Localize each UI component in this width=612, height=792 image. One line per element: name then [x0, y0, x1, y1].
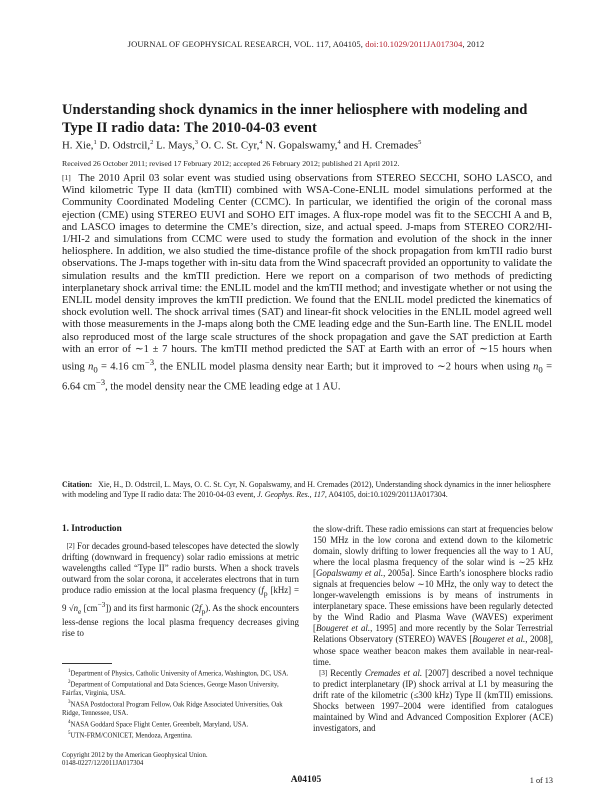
footnote-text: Department of Computational and Data Sciences, George Mason University, Fairfax, Virginia, USA. — [62, 681, 279, 697]
footnote-text: Department of Physics, Catholic University of America, Washington, DC, USA. — [70, 670, 289, 678]
body-paragraph — [313, 524, 553, 668]
right-column — [313, 524, 553, 734]
affiliation-mark: 5 — [418, 139, 422, 146]
journal-header — [0, 39, 612, 49]
footnotes — [62, 668, 299, 742]
math-subscript: 0 — [538, 364, 543, 375]
math-subscript: p — [201, 606, 206, 616]
footnote — [62, 730, 299, 740]
footnote — [62, 719, 299, 729]
author-name: L. Mays, — [156, 139, 195, 152]
math-symbol: f — [199, 603, 202, 614]
math-exponent: −3 — [97, 600, 106, 610]
reference-link[interactable]: Bougeret et al. — [315, 623, 371, 634]
author-name: N. Gopalswamy, — [265, 139, 338, 152]
body-text: [kHz] = 9 — [62, 585, 299, 614]
copyright — [62, 752, 299, 768]
citation-doi[interactable]: A04105, doi:10.1029/2011JA017304. — [328, 490, 448, 500]
abstract-value: = 4.16 cm — [97, 361, 145, 373]
math-exponent: −3 — [95, 376, 106, 387]
reference-link[interactable]: Cremades et al. — [364, 667, 423, 678]
article-code: A04105 — [290, 775, 322, 785]
page-number: 1 of 13 — [529, 776, 553, 785]
footnote-text: UTN-FRM/CONICET, Mendoza, Argentina. — [70, 732, 193, 740]
math-symbol: n — [73, 603, 79, 614]
author-name: D. Odstrcil, — [99, 139, 151, 152]
journal-name: JOURNAL OF GEOPHYSICAL RESEARCH, VOL. 117, A04105, — [127, 39, 363, 49]
journal-year: , 2012 — [462, 39, 485, 49]
affiliation-mark: 4 — [337, 139, 341, 146]
affiliation-mark: 4 — [259, 139, 263, 146]
citation-label: Citation: — [62, 480, 93, 489]
intro-paragraph — [62, 541, 299, 639]
section-heading: 1. Introduction — [62, 524, 122, 534]
paragraph-label: [2] — [66, 542, 75, 551]
citation-text: Xie, H., D. Odstrcil, L. Mays, O. C. St. Cyr, N. Gopalswamy, and H. Cremades (2012), Understanding shock dynamics in the inner heliosphere with modeling and Type II radio data: The 2010-04-03 event, — [62, 480, 551, 500]
body-text: ]) and its first harmonic (2 — [105, 603, 200, 614]
copyright-line: Copyright 2012 by the American Geophysical Union. — [62, 752, 208, 759]
footnote-mark: 1 — [68, 669, 71, 674]
body-text: ). As the shock encounters less-dense regions the local plasma frequency decreases giving rise to — [62, 603, 299, 638]
sqrt-symbol: √ — [68, 603, 74, 614]
footnote — [62, 679, 299, 698]
paragraph-label: [3] — [319, 668, 328, 677]
body-text: For decades ground-based telescopes have detected the slowly drifting (downward in frequency) solar radio emissions at metric wavelengths called “Type II” radio bursts. When a shock travels outward from the solar corona, it accelerates electrons that in turn produce radio emission at the local plasma frequency ( — [62, 541, 299, 596]
footnote-mark: 5 — [68, 731, 71, 737]
math-symbol: n — [533, 361, 539, 373]
author-name: and H. Cremades — [343, 139, 419, 152]
footnote-text: NASA Postdoctoral Program Fellow, Oak Ridge Associated Universities, Oak Ridge, Tennessee, USA. — [62, 701, 283, 717]
abstract-text: , the model density near the CME leading edge at 1 AU. — [105, 381, 341, 393]
reference-link[interactable]: Gopalswamy et al. — [315, 568, 384, 579]
math-exponent: −3 — [144, 357, 155, 368]
math-symbol: f — [261, 585, 264, 596]
author-name: O. C. St. Cyr, — [200, 139, 260, 152]
body-text: the slow-drift. These radio emissions can start at frequencies below 150 MHz in the low corona and extend down to the kilometric domain, slowly drifting to lower frequencies all the way to 1 AU, where the local plasma frequency of the solar wind is ∼25 kHz [ — [313, 524, 553, 579]
citation-journal: J. Geophys. Res., 117, — [257, 490, 327, 500]
issn-line: 0148-0227/12/2011JA017304 — [62, 760, 144, 768]
footnote-mark: 3 — [68, 700, 71, 706]
reference-link[interactable]: Bougeret et al. — [472, 634, 526, 645]
body-text: , 2008], whose space weather beacon makes them available in near-real-time. — [313, 634, 553, 667]
abstract-value: = 6.64 cm — [62, 361, 553, 393]
author-list — [62, 139, 552, 152]
doi-link[interactable]: doi:10.1029/2011JA017304 — [365, 39, 463, 49]
footnote-text: NASA Goddard Space Flight Center, Greenbelt, Maryland, USA. — [70, 721, 249, 729]
math-subscript: p — [263, 589, 268, 599]
affiliation-mark: 3 — [194, 139, 199, 146]
abstract-text: The 2010 April 03 solar event was studied using observations from STEREO SECCHI, SOHO LASCO, and Wind kilometric Type II data (kmTII) combined with WSA-Cone-ENLIL model simulations performed at the Community Coordinated Modeling Center (CCMC). In particular, we identified the origin of the coronal mass ejection (CME) using STEREO EUVI and SOHO EIT images. A flux-rope model was fit to the SECCHI A and B, and LASCO images to determine the CME’s direction, size, and actual speed. J-maps from STEREO COR2/HI-1/HI-2 and simulations from CCMC were used to study the formation and evolution of the shock in the inner heliosphere. In addition, we also studied the time-distance profile of the shock propagation from kmTII radio burst observations. The J-maps together with in-situ data from the Wind spacecraft provided an opportunity to validate the simulation results and the kmTII prediction. Here we report on a comparison of two methods of predicting interplanetary shock arrival time: the ENLIL model and the kmTII method; and investigate whether or not using the ENLIL model density improves the kmTII prediction. We found that the ENLIL model predicted the kinematics of shock evolution well. The shock arrival times (SAT) and linear-fit shock velocities in the ENLIL model agreed well with those measurements in the J-maps along both the CME leading edge and the Sun-Earth line. The ENLIL model also reproduced most of the large scale structures of the shock propagation and gave the SAT prediction at Earth with an error of ∼1 ± 7 hours. The kmTII method predicted the SAT at Earth with an error of ∼15 hours when using — [62, 173, 553, 373]
math-subscript: 0 — [93, 364, 98, 375]
footnote-divider — [62, 663, 112, 664]
citation-block — [62, 480, 552, 500]
received-dates: Received 26 October 2011; revised 17 February 2012; accepted 26 February 2012; published 21 April 2012. — [62, 159, 400, 168]
abstract — [62, 172, 552, 394]
author-name: H. Xie, — [62, 139, 94, 152]
footnote — [62, 668, 299, 678]
affiliation-mark: 1 — [93, 139, 97, 146]
footnote — [62, 699, 299, 718]
math-symbol: n — [88, 361, 94, 373]
body-text: , 2005a]. Since Earth’s ionosphere blocks radio signals at frequencies below ∼10 MHz, the only way to detect the longer-wavelength emissions is by means of instruments in interplanetary space. These emissions have been regularly detected by the Wind Radio and Plasma Wave (WAVES) experiment [ — [313, 568, 553, 634]
body-text: [cm — [81, 603, 98, 614]
paper-title: Understanding shock dynamics in the inner heliosphere with modeling and Type II radio data: The 2010-04-03 event — [62, 102, 528, 136]
paragraph-label: [1] — [62, 173, 71, 182]
affiliation-mark: 2 — [150, 139, 154, 146]
left-column — [62, 524, 299, 639]
body-text: [2007] described a novel technique to predict interplanetary (IP) shock arrival at L1 by measuring the drift rate of the kilometric (≤300 kHz) Type II (kmTII) emissions. Shocks between 1997–2004 were identified from catalogues maintained by Wind and Advanced Composition Explorer (ACE) investigators, and — [313, 667, 554, 733]
body-paragraph — [313, 668, 553, 734]
abstract-text: , the ENLIL model plasma density near Earth; but it improved to ∼2 hours when using — [154, 361, 534, 373]
footnote-mark: 2 — [68, 680, 71, 686]
footnote-mark: 4 — [68, 719, 71, 725]
body-text: , 1995] and more recently by the Solar Terrestrial Relations Observatory (STEREO) WAVES [ — [313, 623, 553, 645]
math-subscript: e — [78, 606, 82, 616]
body-text: Recently — [330, 667, 365, 678]
